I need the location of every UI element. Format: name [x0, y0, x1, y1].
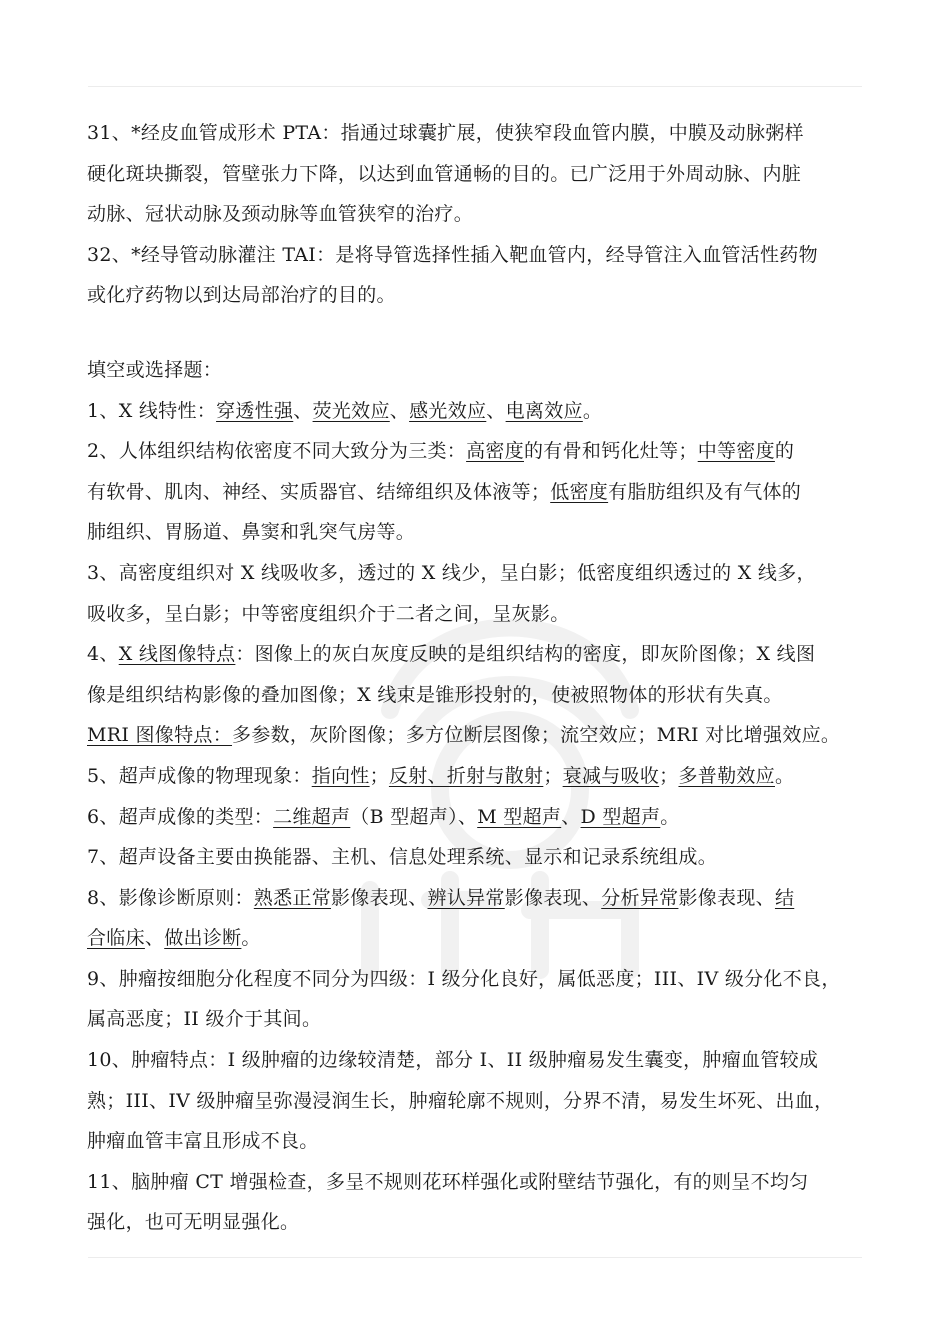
- document-body: [87, 113, 877, 1243]
- text-line: [87, 1081, 877, 1122]
- text-line: [87, 512, 877, 553]
- underlined-answer: X 线图像特点: [118, 643, 236, 666]
- underlined-answer: 中等密度: [697, 440, 775, 463]
- text-line: [87, 594, 877, 635]
- text-line: [87, 472, 877, 513]
- underlined-answer: 多普勒效应: [678, 764, 775, 787]
- text-segment: 有脂肪组织及有气体的: [608, 480, 802, 503]
- text-line: [87, 431, 877, 472]
- text-segment: 3、高密度组织对 X 线吸收多，透过的 X 线少，呈白影；低密度组织透过的 X 线多，: [87, 561, 816, 584]
- text-line: [87, 756, 877, 797]
- text-segment: 肺组织、胃肠道、鼻窦和乳突气房等。: [87, 521, 416, 544]
- text-line: [87, 553, 877, 594]
- underlined-answer: 荧光效应: [312, 399, 390, 422]
- text-line: [87, 1162, 877, 1203]
- underlined-answer: 二维超声: [273, 805, 351, 828]
- text-segment: 、: [389, 399, 410, 422]
- underlined-answer: 辨认异常: [427, 886, 505, 909]
- text-segment: 肿瘤血管丰富且形成不良。: [87, 1130, 319, 1153]
- text-segment: 、: [293, 399, 313, 422]
- underlined-answer: 指向性: [311, 764, 370, 787]
- underlined-answer: 低密度: [550, 480, 609, 503]
- underlined-answer: 穿透性强: [216, 399, 294, 422]
- text-segment: 、: [561, 805, 581, 828]
- text-segment: 的有骨和钙化灶等；: [524, 440, 698, 463]
- text-segment: 6、超声成像的类型：: [87, 805, 274, 828]
- text-line: [87, 878, 877, 919]
- text-line: [87, 999, 877, 1040]
- text-segment: 。: [660, 805, 680, 828]
- underlined-answer: 做出诊断: [164, 927, 242, 950]
- underlined-answer: 感光效应: [409, 399, 487, 422]
- text-line: [87, 797, 877, 838]
- footer-rule: [88, 1257, 862, 1258]
- underlined-answer: 电离效应: [505, 399, 583, 422]
- text-segment: 7、超声设备主要由换能器、主机、信息处理系统、显示和记录系统组成。: [87, 846, 717, 869]
- text-segment: 动脉、冠状动脉及颈动脉等血管狭窄的治疗。: [87, 203, 474, 226]
- text-segment: 、: [486, 399, 506, 422]
- text-segment: 2、人体组织结构依密度不同大致分为三类：: [87, 440, 467, 463]
- text-line: [87, 235, 877, 276]
- text-segment: 32、*经导管动脉灌注 TAI：是将导管选择性插入靶血管内，经导管注入血管活性药物: [87, 243, 818, 266]
- text-segment: 。: [241, 927, 261, 950]
- text-segment: 硬化斑块撕裂，管壁张力下降，以达到血管通畅的目的。已广泛用于外周动脉、内脏: [87, 162, 802, 185]
- blank-line: [87, 316, 877, 350]
- underlined-answer: 衰减与吸收: [562, 764, 660, 787]
- text-segment: 影像表现、: [331, 886, 428, 909]
- text-line: [87, 675, 877, 716]
- text-line: [87, 154, 877, 195]
- text-segment: 多参数，灰阶图像；多方位断层图像；流空效应；MRI 对比增强效应。: [232, 724, 841, 747]
- text-segment: 影像表现、: [678, 886, 775, 909]
- text-line: [87, 1121, 877, 1162]
- text-segment: 影像表现、: [504, 886, 602, 909]
- text-segment: 有软骨、肌肉、神经、实质器官、结缔组织及体液等；: [87, 480, 551, 503]
- text-segment: ；: [543, 764, 563, 787]
- text-line: [87, 715, 877, 756]
- text-segment: 4、: [87, 643, 119, 666]
- text-line: [87, 918, 877, 959]
- underlined-answer: D 型超声: [580, 805, 661, 828]
- text-line: [87, 1202, 877, 1243]
- text-segment: ；: [659, 764, 679, 787]
- text-segment: 的: [774, 440, 795, 463]
- underlined-answer: MRI 图像特点：: [87, 724, 233, 747]
- text-segment: 熟；III、IV 级肿瘤呈弥漫浸润生长，肿瘤轮廓不规则，分界不清，易发生坏死、出血，: [87, 1089, 834, 1112]
- text-segment: 31、*经皮血管成形术 PTA：指通过球囊扩展，使狭窄段血管内膜，中膜及动脉粥样: [87, 122, 804, 144]
- text-line: [87, 275, 877, 316]
- underlined-answer: 结: [774, 886, 795, 909]
- text-segment: 8、影像诊断原则：: [87, 886, 254, 909]
- text-segment: 1、X 线特性：: [87, 399, 217, 422]
- text-line: [87, 1040, 877, 1081]
- text-segment: 填空或选择题：: [87, 358, 223, 381]
- underlined-answer: M 型超声: [477, 805, 562, 828]
- text-line: [87, 391, 877, 432]
- underlined-answer: 分析异常: [601, 886, 679, 909]
- underlined-answer: 高密度: [466, 440, 524, 463]
- text-segment: 像是组织结构影像的叠加图像；X 线束是锥形投射的，使被照物体的形状有失真。: [87, 683, 783, 706]
- text-segment: 。: [774, 764, 795, 787]
- text-segment: ；: [369, 764, 389, 787]
- text-segment: 属高恶度；II 级介于其间。: [87, 1008, 322, 1031]
- header-rule: [88, 86, 862, 87]
- underlined-answer: 熟悉正常: [253, 886, 331, 909]
- text-segment: 9、肿瘤按细胞分化程度不同分为四级：I 级分化良好，属低恶度；III、IV 级分化不良，: [87, 967, 841, 990]
- underlined-answer: 反射、折射与散射: [388, 764, 544, 787]
- text-line: [87, 837, 877, 878]
- text-line: [87, 350, 877, 391]
- text-line: [87, 959, 877, 1000]
- underlined-answer: 合临床: [87, 927, 145, 950]
- text-segment: 11、脑肿瘤 CT 增强检查，多呈不规则花环样强化或附壁结节强化，有的则呈不均匀: [87, 1170, 809, 1193]
- text-line: [87, 113, 877, 154]
- text-segment: 、: [144, 927, 165, 950]
- text-segment: 强化，也可无明显强化。: [87, 1211, 300, 1234]
- text-segment: ：图像上的灰白灰度反映的是组织结构的密度，即灰阶图像；X 线图: [235, 643, 816, 666]
- text-segment: 或化疗药物以到达局部治疗的目的。: [87, 284, 396, 307]
- text-line: [87, 634, 877, 675]
- text-line: [87, 194, 877, 235]
- text-segment: 。: [582, 399, 603, 422]
- text-segment: 10、肿瘤特点：I 级肿瘤的边缘较清楚，部分 I、II 级肿瘤易发生囊变，肿瘤血管较成: [87, 1049, 819, 1072]
- text-segment: 5、超声成像的物理现象：: [87, 764, 312, 787]
- text-segment: 吸收多，呈白影；中等密度组织介于二者之间，呈灰影。: [87, 602, 570, 625]
- text-segment: （B 型超声）、: [350, 805, 478, 828]
